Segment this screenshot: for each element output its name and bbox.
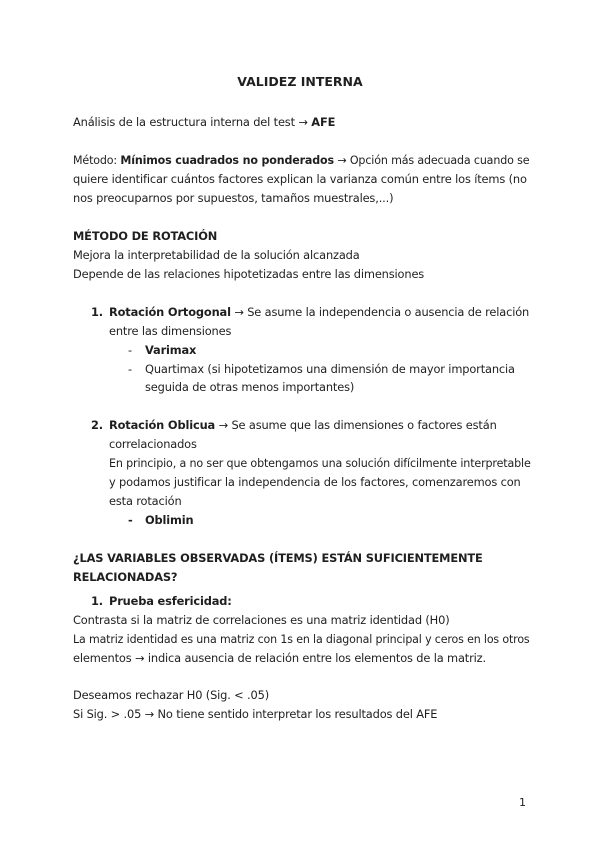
metodo-line-3: nos preocuparnos por supuestos, tamaños muestrales,...) [73,191,394,205]
variables-line-2: La matriz identidad es una matriz con 1s en la diagonal principal y ceros en los otros [73,632,530,646]
variables-heading: ¿LAS VARIABLES OBSERVADAS (ÍTEMS) ESTÁN SUFICIENTEMENTE [73,551,483,565]
analysis-text: Análisis de la estructura interna del test [73,115,295,129]
metodo-line [73,153,529,168]
rotacion-heading: MÉTODO DE ROTACIÓN [73,229,218,243]
page-title: VALIDEZ INTERNA [237,74,363,89]
arrow-icon: → [234,305,244,319]
oblicua-line-4: y podamos justificar la independencia de los factores, comenzaremos con [109,475,521,489]
list-number: 1. [91,305,103,319]
quartimax-item: Quartimax (si hipotetizamos una dimensión de mayor importancia [145,362,515,376]
oblicua-line [109,418,497,433]
list-number: 1. [91,594,103,608]
page-number: 1 [519,796,526,809]
variables-heading-2: RELACIONADAS? [73,570,178,584]
varimax-item: Varimax [145,343,197,357]
oblicua-rest: Se asume que las dimensiones o factores están [231,418,497,432]
analysis-line [73,115,335,130]
esfericidad-item: Prueba esfericidad: [109,594,232,608]
ortogonal-line-2: entre las dimensiones [109,324,232,338]
list-number: 2. [91,418,103,432]
variables-line-1: Contrasta si la matriz de correlaciones es una matriz identidad (H0) [73,613,450,627]
rotacion-line-2: Depende de las relaciones hipotetizadas entre las dimensiones [73,267,425,281]
metodo-label: Método: [73,153,117,167]
arrow-icon: → [218,418,228,432]
ortogonal-rest: Se asume la independencia o ausencia de relación [247,305,530,319]
dash-marker: - [128,343,132,357]
metodo-line-2: quiere identificar cuántos factores explican la varianza común entre los ítems (no [73,172,527,186]
analysis-bold: AFE [311,115,336,129]
oblicua-line-3: En principio, a no ser que obtengamos una solución difícilmente interpretable [109,456,531,470]
oblicua-line-5: esta rotación [109,494,182,508]
metodo-bold: Mínimos cuadrados no ponderados [120,153,334,167]
arrow-icon: → [337,153,347,167]
dash-marker: - [128,513,133,527]
rotacion-line-1: Mejora la interpretabilidad de la solución alcanzada [73,248,360,262]
ortogonal-bold: Rotación Ortogonal [109,305,231,319]
variables-line-5: Si Sig. > .05 → No tiene sentido interpretar los resultados del AFE [73,707,438,721]
metodo-rest: Opción más adecuada cuando se [349,153,530,167]
quartimax-item-line-2: seguida de otras menos importantes) [145,380,355,394]
oblicua-bold: Rotación Oblicua [109,418,216,432]
oblicua-line-2: correlacionados [109,437,197,451]
dash-marker: - [128,362,132,376]
arrow-icon: → [298,115,308,129]
oblimin-item: Oblimin [145,513,194,527]
variables-line-3: elementos → indica ausencia de relación entre los elementos de la matriz. [73,651,486,665]
ortogonal-line [109,305,529,320]
variables-line-4: Deseamos rechazar H0 (Sig. < .05) [73,688,270,702]
